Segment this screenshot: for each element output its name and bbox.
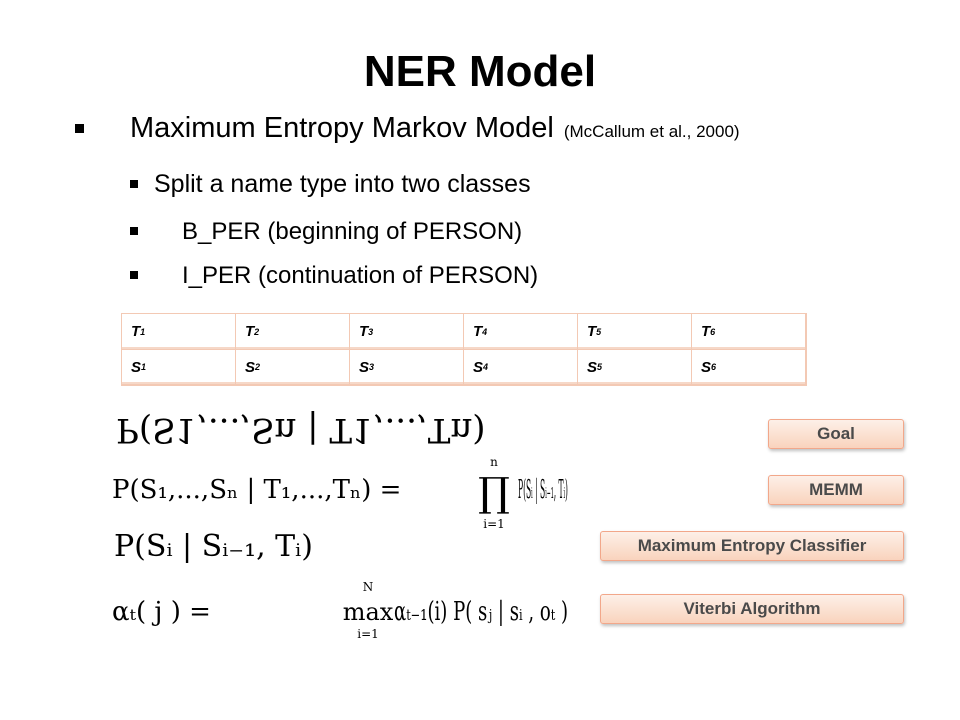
- table-cell: T 2: [235, 313, 349, 349]
- sequence-table: [121, 313, 807, 386]
- table-cell: T 5: [577, 313, 691, 349]
- bullet-text: Split a name type into two classes: [154, 170, 531, 198]
- maximum-entropy-classifier-tag: Maximum Entropy Classifier: [600, 531, 904, 561]
- memm-lhs: P(S₁,...,Sₙ | T₁,...,Tₙ) =: [112, 475, 402, 505]
- citation: (McCallum et al., 2000): [563, 122, 740, 141]
- table-cell: T 6: [691, 313, 805, 349]
- table-cell: T 4: [463, 313, 577, 349]
- table-cell: S 2: [235, 349, 349, 386]
- viterbi-rhs: αₜ₋₁(i) P( sⱼ | sᵢ , oₜ ): [394, 597, 568, 627]
- memm-prod-lower: i=1: [483, 517, 505, 531]
- memm-rhs: P(Sᵢ | Sᵢ₋₁, Tᵢ): [518, 475, 568, 505]
- viterbi-max-upper: N: [362, 580, 374, 594]
- goal-formula: P(S1,...,Sn | T1,...,Tn): [116, 410, 486, 450]
- bullet-memm: [75, 112, 740, 145]
- bullet-text: I_PER (continuation of PERSON): [182, 262, 539, 289]
- square-bullet-icon: [130, 180, 138, 188]
- square-bullet-icon: [75, 124, 84, 133]
- table-cell: T 1: [121, 313, 235, 349]
- slide-title: NER Model: [363, 47, 597, 96]
- square-bullet-icon: [130, 227, 138, 235]
- bullet-b-per: [130, 218, 522, 246]
- viterbi-formula: [110, 578, 570, 644]
- classifier-expression: P(Sᵢ | Sᵢ₋₁, Tᵢ): [114, 529, 313, 564]
- classifier-formula: [112, 522, 332, 566]
- square-bullet-icon: [130, 271, 138, 279]
- viterbi-algorithm-tag: Viterbi Algorithm: [600, 594, 904, 624]
- memm-prod-upper: n: [490, 455, 498, 469]
- bullet-text: B_PER (beginning of PERSON): [182, 218, 523, 245]
- memm-formula: [110, 452, 570, 532]
- table-cell: S 5: [577, 349, 691, 386]
- table-cell: S 3: [349, 349, 463, 386]
- table-cell: T 3: [349, 313, 463, 349]
- table-cell: S 1: [121, 349, 235, 386]
- table-cell: S 4: [463, 349, 577, 386]
- bullet-text: Maximum Entropy Markov Model: [130, 112, 554, 144]
- viterbi-lhs: αₜ( j ) =: [112, 597, 211, 627]
- product-symbol: ∏: [478, 470, 510, 516]
- bullet-split-classes: [130, 170, 531, 199]
- viterbi-max: max: [342, 598, 394, 626]
- viterbi-max-lower: i=1: [357, 627, 379, 641]
- goal-tag: Goal: [768, 419, 904, 449]
- table-cell: S 6: [691, 349, 805, 386]
- bullet-i-per: [130, 262, 538, 290]
- memm-tag: MEMM: [768, 475, 904, 505]
